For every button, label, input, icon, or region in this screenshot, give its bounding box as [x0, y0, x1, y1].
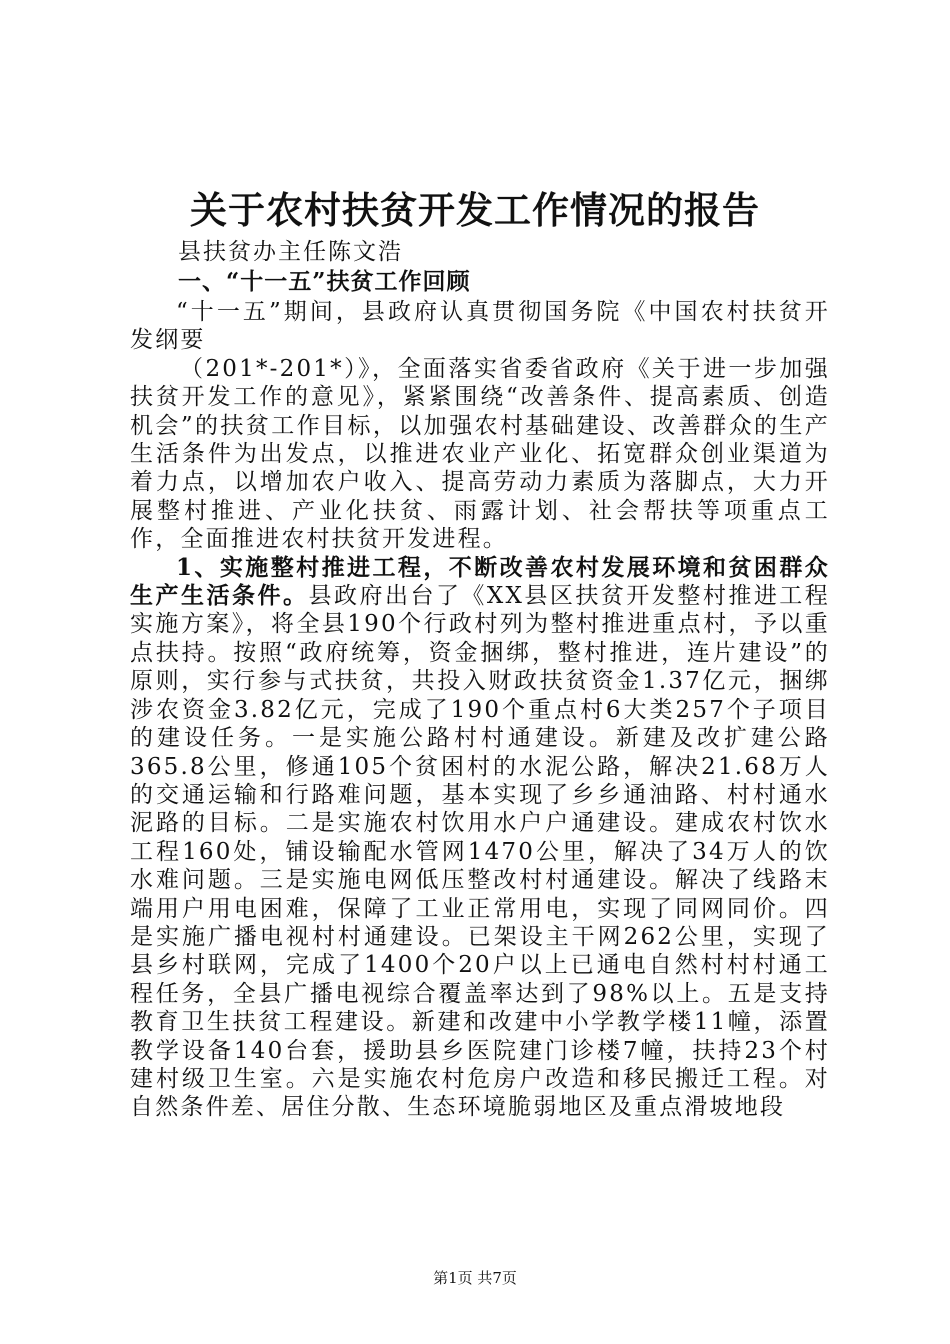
section-heading: 一、“十一五”扶贫工作回顾 — [178, 268, 471, 295]
paragraph-2-text: 县政府出台了《XX县区扶贫开发整村推进工程实施方案》，将全县190个行政村列为整村推进重点村，予以重点扶持。按照“政府统筹，资金捆绑，整村推进，连片建设”的原则，实行参与式扶贫，共投入财政扶贫资金1.37亿元，捆绑涉农资金3.82亿元，完成了190个重点村6大类257个子项目的建设任务。一是实施公路村村通建设。新建及改扩建公路365.8公里，修通105个贫困村的水泥公路，解决21.68万人的交通运输和行路难问题，基本实现了乡乡通油路、村村通水泥路的目标。二是实施农村饮用水户户通建设。建成农村饮水工程160处，铺设输配水管网1470公里，解决了34万人的饮水难问题。三是实施电网低压整改村村通建设。解决了线路末端用户用电困难，保障了工业正常用电，实现了同网同价。四是实施广播电视村村通建设。已架设主干网262公里，实现了县乡村联网，完成了1400个20户以上已通电自然村村村通工程任务，全县广播电视综合覆盖率达到了98%以上。五是支持教育卫生扶贫工程建设。新建和改建中小学教学楼11幢，添置教学设备140台套，援助县乡医院建门诊楼7幢，扶持23个村建村级卫生室。六是实施农村危房户改造和移民搬迁工程。对自然条件差、居住分散、生态环境脆弱地区及重点滑坡地段 — [130, 583, 831, 1121]
document-body — [130, 298, 830, 1122]
paragraph-1-line-1: “十一五”期间，县政府认真贯彻国务院《中国农村扶贫开发纲要 — [130, 299, 830, 354]
paragraph-1-continuation: （201*-201*）》，全面落实省委省政府《关于进一步加强扶贫开发工作的意见》，紧紧围绕“改善条件、提高素质、创造机会”的扶贫工作目标，以加强农村基础建设、改善群众的生产生活条件为出发点，以推进农业产业化、拓宽群众创业渠道为着力点，以增加农户收入、提高劳动力素质为落脚点，大力开展整村推进、产业化扶贫、雨露计划、社会帮扶等项重点工作，全面推进农村扶贫开发进程。 — [130, 355, 830, 553]
paragraph-2 — [130, 554, 830, 1122]
paragraph-2-heading: 1、实施整村推进工程，不断改善农村发展环境和贫困群众生产生活条件。 — [130, 553, 830, 610]
document-title: 关于农村扶贫开发工作情况的报告 — [190, 188, 760, 232]
page-footer: 第1页 共7页 — [433, 1269, 517, 1287]
document-author: 县扶贫办主任陈文浩 — [178, 239, 403, 265]
